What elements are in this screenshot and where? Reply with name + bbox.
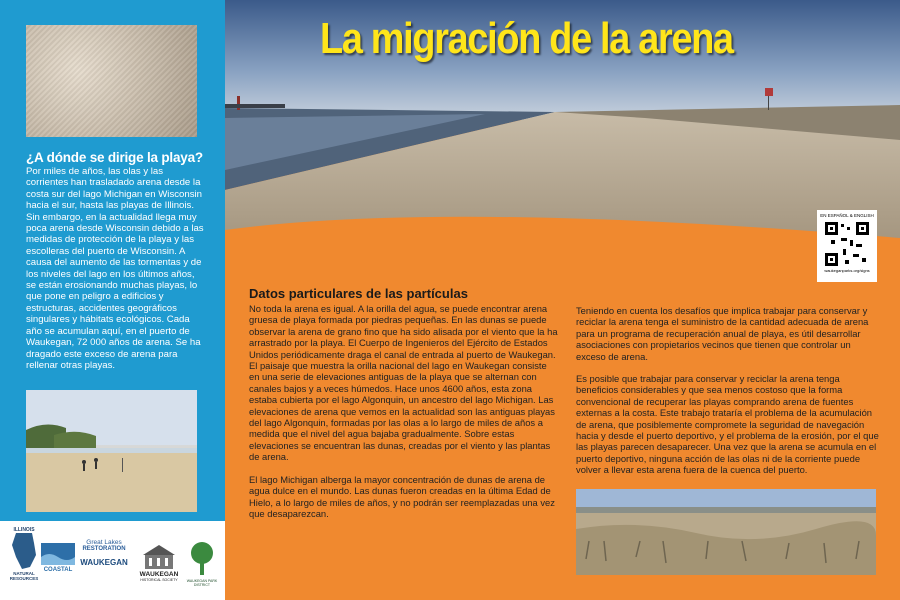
- col2-paragraph: Es posible que trabajar para conservar y reciclar la arena tenga beneficios considerables y que sea menos costoso que la forma convencional de recuperar las playas comprando arena de fuentes externas a la costa. Este trabajo trataría el problema de la acumulación de arena, que posiblemente compromete la seguridad de navegación hacia y desde el puerto deportivo, y el problema de la erosión, por el que las playas parecen desaparecer. Una vez que la arena se acumula en el puerto deportivo, ninguna acción de las olas ni de la corriente puede volver a llevar esta arena fuera de la cuenca del puerto.: [576, 373, 879, 476]
- sponsor-logos: [0, 521, 225, 600]
- beach-scene: [26, 390, 197, 512]
- sidebar-heading: ¿A dónde se dirige la playa?: [26, 150, 203, 165]
- beach-people-photo: [26, 390, 197, 512]
- wave-icon: [41, 543, 75, 565]
- article-column-2: [576, 305, 881, 487]
- waukegan-park-district-logo: WAUKEGAN PARK DISTRICT: [184, 541, 220, 587]
- sand-closeup-photo: [26, 25, 197, 137]
- qr-code-icon: [825, 222, 869, 266]
- col1-paragraph: El lago Michigan alberga la mayor concentración de dunas de arena de agua dulce en el mundo. Las dunas fueron creadas en la última Edad de Hielo, a lo largo de miles de años, y no podrán ser reemplazadas una vez que desaparezcan.: [249, 473, 555, 519]
- qr-code-panel[interactable]: [817, 210, 877, 282]
- page-title: La migración de la arena: [320, 14, 733, 63]
- tree-icon: [187, 541, 217, 577]
- sidebar-body-text: Por miles de años, las olas y las corrientes han trasladado arena desde la costa sur del lago Michigan en Wisconsin hacia el sur, hasta las playas de Illinois. Sin embargo, en la actualidad llega muy poca arena desde Wisconsin debido a las medidas de protección de la playa y las escolleras del puerto de Wisconsin. A causa del aumento de las tormentas y de los niveles del lago en los últimos años, se están erosionando muchas playas, lo que pone en peligro a edificios y estructuras, accidentes geográficos singulares y hábitats ecológicos. Cada año se acumulan aquí, en el puerto de Waukegan, 72 000 años de arena. Se ha dragado este exceso de arena para rellenar otras playas.: [26, 166, 204, 371]
- article-heading: Datos particulares de las partículas: [249, 286, 468, 301]
- left-sidebar: [0, 0, 225, 600]
- illinois-dnr-logo: ILLINOIS NATURAL RESOURCES: [9, 527, 39, 581]
- great-lakes-restoration-logo: Great Lakes RESTORATION WAUKEGAN: [80, 539, 128, 567]
- qr-top-label: EN ESPAÑOL & ENGLISH: [820, 213, 874, 218]
- col2-paragraph: Teniendo en cuenta los desafíos que implica trabajar para conservar y reciclar la arena tenga el suministro de la cantidad adecuada de arena para un programa de recuperación anual de playa, es útil desarrollar asociaciones con propietarios vecinos que tienen que controlar un exceso de arena.: [576, 305, 869, 362]
- dune-grass-photo: [576, 489, 876, 575]
- dune-scene: [576, 489, 876, 575]
- illinois-map-icon: [10, 533, 38, 569]
- qr-url-label: waukeganparks.org/signs: [824, 268, 870, 273]
- article-column-1: [249, 303, 559, 530]
- waukegan-historical-society-logo: WAUKEGAN HISTORICAL SOCIETY: [136, 543, 182, 582]
- historic-building-icon: [139, 543, 179, 569]
- coastal-management-logo: COASTAL: [40, 543, 76, 573]
- col1-paragraph: No toda la arena es igual. A la orilla del agua, se puede encontrar arena gruesa de playa formada por piedras pequeñas. En las dunas se puede observar la arena de grano fino que ha sido alisada por el viento que la ha arrastrado por la playa. El Cuerpo de Ingenieros del Ejército de Estados Unidos periódicamente draga el canal de entrada al puerto de Waukegan. El paisaje que muestra la orilla nacional del lago en Waukegan consiste en una serie de elevaciones antiguas de la playa que se alternan con canales bajos y a veces húmedos. Hace unos 4600 años, esta zona estaba cubierta por el lago Algonquin, un ancestro del lago Michigan. Las elevaciones de arena que vemos en la actualidad son las antiguas playas del lago Algonquin, formadas por las olas a lo largo de miles de años a medida que el nivel del agua bajaba gradualmente. Sobre estas elevaciones se encuentran las dunas, creadas por el viento y las plantas de arena.: [249, 303, 558, 463]
